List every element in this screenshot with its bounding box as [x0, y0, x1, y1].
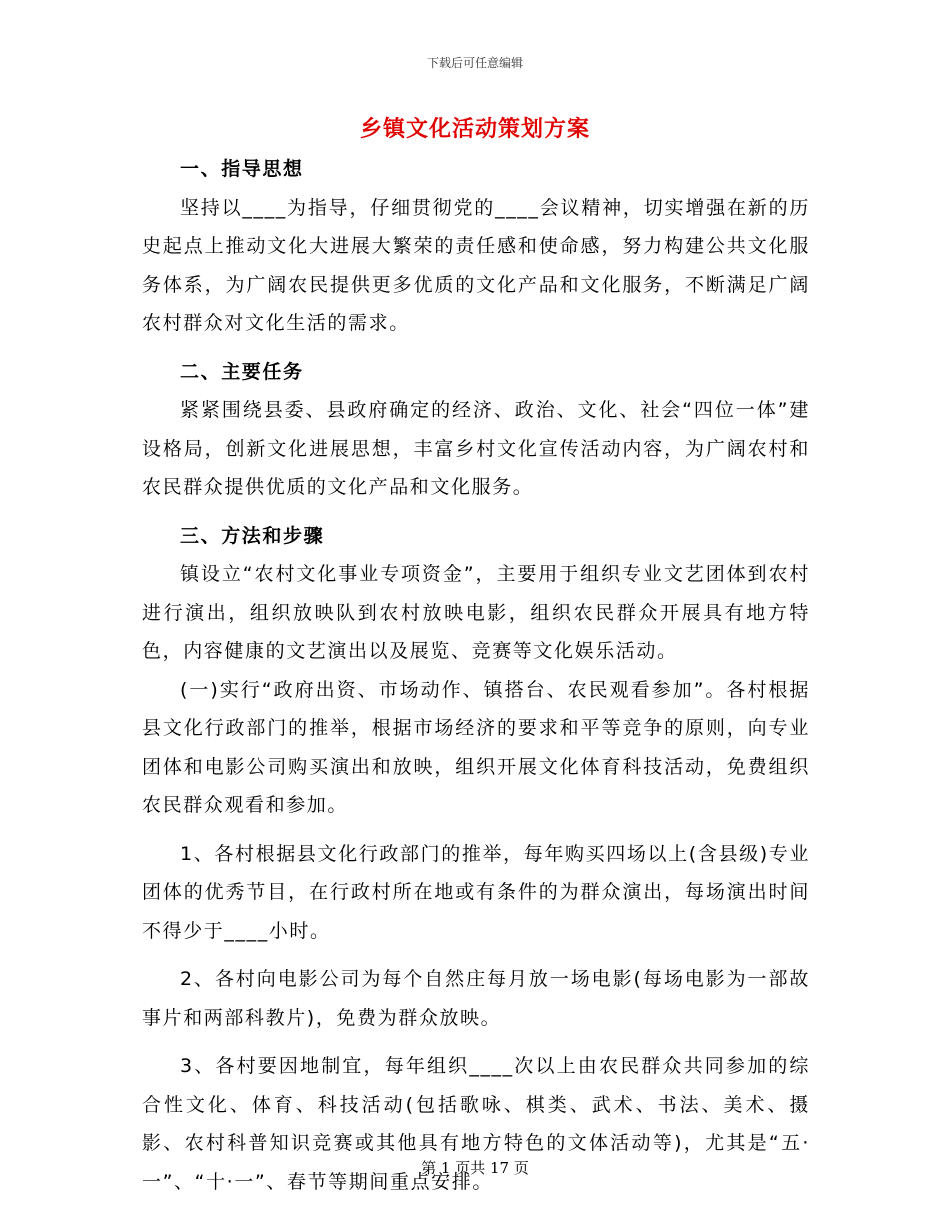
section-heading: 三、方法和步骤	[180, 524, 325, 547]
list-item: 2、各村向电影公司为每个自然庄每月放一场电影(每场电影为一部故事片和两部科教片)，免费为群众放映。	[142, 968, 810, 1029]
paragraph: 紧紧围绕县委、县政府确定的经济、政治、文化、社会“四位一体”建设格局，创新文化进展思想，丰富乡村文化宣传活动内容，为广阔农村和农民群众提供优质的文化产品和文化服务。	[142, 399, 810, 498]
list-item: 3、各村要因地制宜，每年组织____次以上由农民群众共同参加的综合性文化、体育、科技活动(包括歌咏、棋类、武术、书法、美术、摄影、农村科普知识竞赛或其他具有地方特色的文体活动等)，尤其是“五·一”、“十·一”、春节等期间重点安排。	[142, 1055, 810, 1193]
list-item: 1、各村根据县文化行政部门的推举，每年购买四场以上(含县级)专业团体的优秀节目，在行政村所在地或有条件的为群众演出，每场演出时间不得少于____小时。	[142, 842, 810, 942]
paragraph: 镇设立“农村文化事业专项资金”，主要用于组织专业文艺团体到农村进行演出，组织放映队到农村放映电影，组织农民群众开展具有地方特色，内容健康的文艺演出以及展览、竞赛等文化娱乐活动。	[142, 563, 810, 662]
paragraph: 坚持以____为指导，仔细贯彻党的____会议精神，切实增强在新的历史起点上推动文化大进展大繁荣的责任感和使命感，努力构建公共文化服务体系，为广阔农民提供更多优质的文化产品和文化服务，不断满足广阔农村群众对文化生活的需求。	[142, 196, 810, 334]
document-body	[142, 150, 810, 1201]
paragraph: (一)实行“政府出资、市场动作、镇搭台、农民观看参加”。各村根据县文化行政部门的推举，根据市场经济的要求和平等竞争的原则，向专业团体和电影公司购买演出和放映，组织开展文化体育科技活动，免费组织农民群众观看和参加。	[142, 678, 810, 816]
header-note: 下载后可任意编辑	[426, 56, 523, 70]
page-number: 第 1 页共 17 页	[421, 1159, 529, 1177]
document-title: 乡镇文化活动策划方案	[359, 117, 590, 142]
section-heading: 二、主要任务	[180, 360, 304, 383]
section-heading: 一、指导思想	[180, 158, 304, 180]
